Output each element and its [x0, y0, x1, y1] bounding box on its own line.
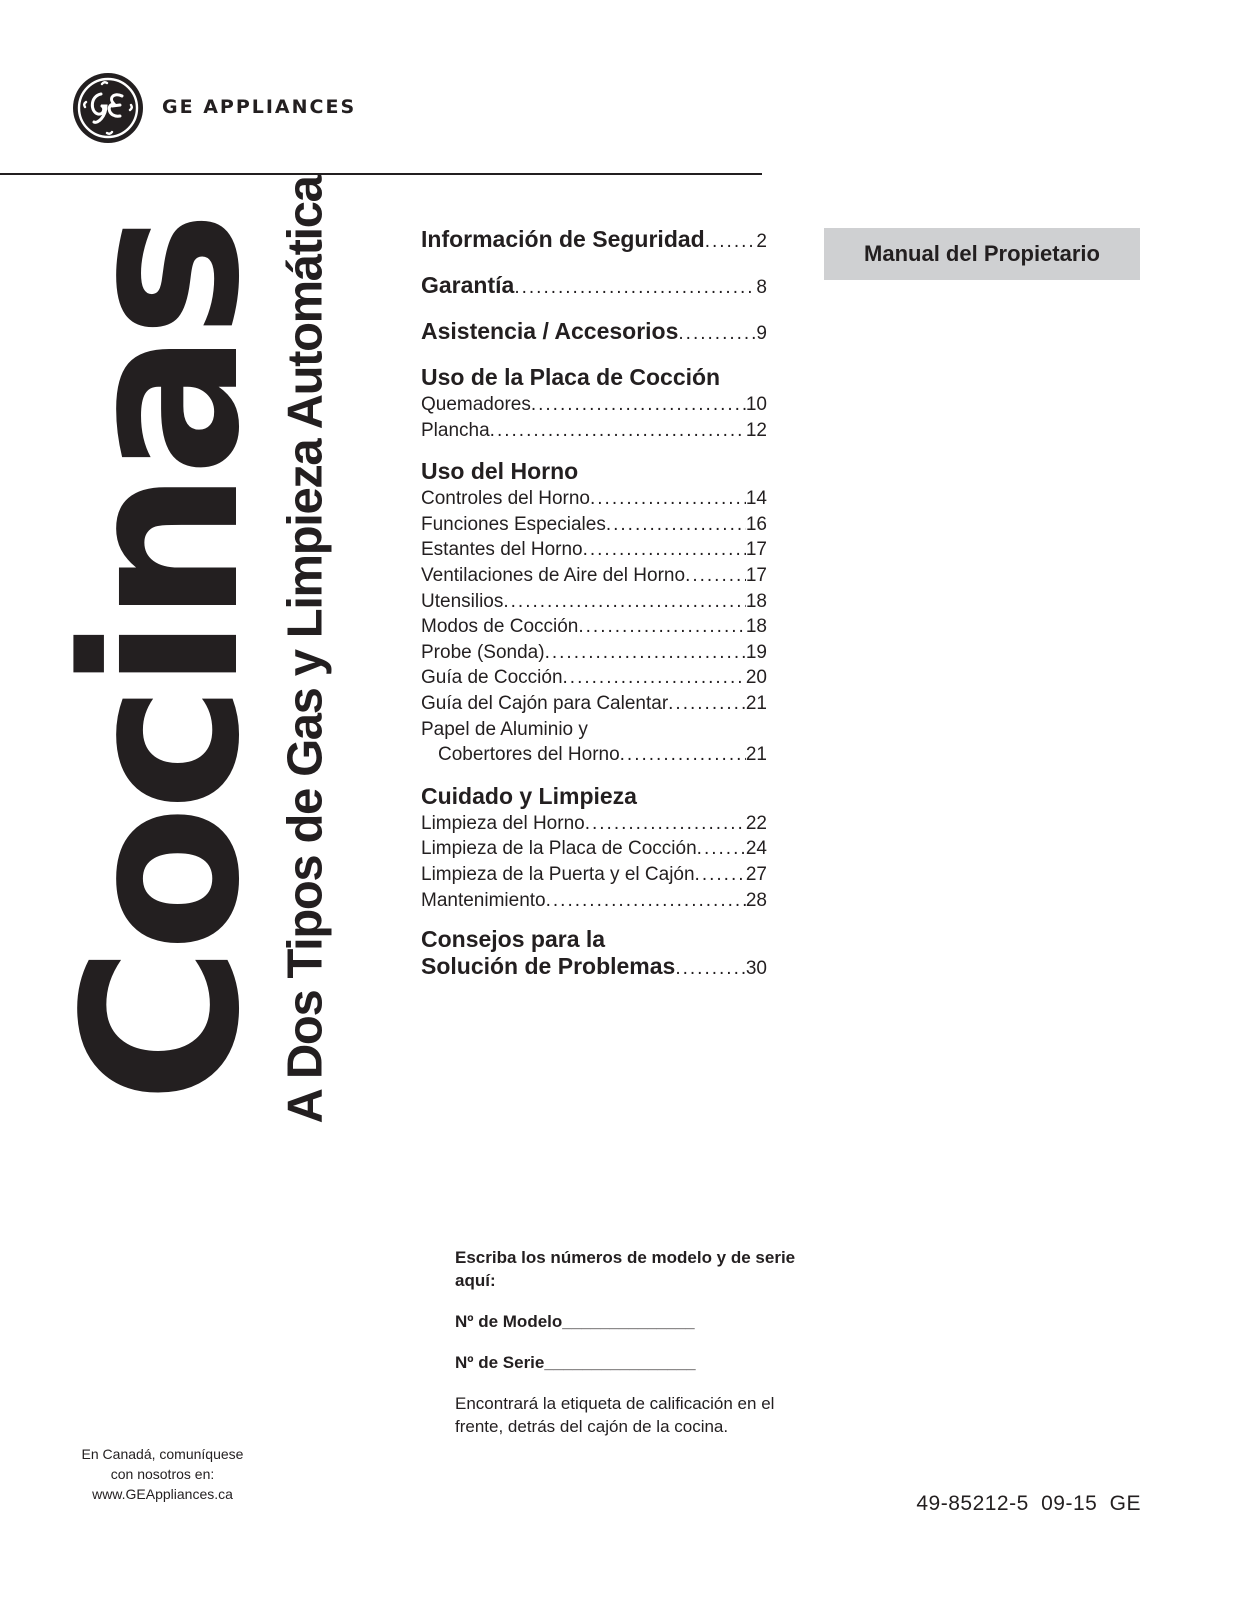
model-number-field[interactable]: [455, 1310, 805, 1333]
toc-entry[interactable]: Funciones Especiales ..... 16: [421, 512, 767, 538]
document-number: 49-85212-5 09-15 GE: [916, 1492, 1141, 1515]
toc-entry[interactable]: Estantes del Horno ..... 17: [421, 537, 767, 563]
serial-number-field[interactable]: [455, 1351, 805, 1374]
toc-entry-safety[interactable]: Información de Seguridad ..... 2: [421, 224, 767, 257]
toc-entry[interactable]: Limpieza de la Puerta y el Cajón ..... 27: [421, 862, 767, 888]
toc-entry[interactable]: Utensilios ..... 18: [421, 589, 767, 615]
toc-entry[interactable]: Cobertores del Horno ..... 21: [421, 742, 767, 768]
toc-heading-troubleshooting-line1: Consejos para la: [421, 926, 606, 953]
rating-label-note: Encontrará la etiqueta de calificación en el frente, detrás del cajón de la cocina.: [455, 1394, 775, 1436]
toc-section-care: [421, 781, 767, 913]
toc-entry[interactable]: Plancha ..... 12: [421, 418, 767, 444]
serial-number-label: Nº de Serie: [455, 1353, 545, 1372]
toc-entry[interactable]: Guía del Cajón para Calentar ..... 21: [421, 691, 767, 717]
serial-number-blank[interactable]: ________________: [544, 1353, 696, 1372]
model-serial-record: [455, 1246, 805, 1438]
toc-entry[interactable]: Limpieza del Horno ..... 22: [421, 811, 767, 837]
toc-entry-warranty[interactable]: Garantía ..... 8: [421, 270, 767, 303]
toc-heading-cooktop: Uso de la Placa de Cocción: [421, 364, 721, 390]
ge-monogram-logo-icon: [72, 72, 144, 144]
toc-entry-troubleshooting[interactable]: Solución de Problemas ..... 30: [421, 953, 767, 982]
canada-line: con nosotros en:: [110, 1466, 215, 1482]
toc-section-cooktop: [421, 362, 767, 443]
brand-name: GE APPLIANCES: [162, 96, 357, 118]
header-rule: [0, 173, 762, 175]
toc-entry[interactable]: Controles del Horno ..... 14: [421, 486, 767, 512]
canada-line: En Canadá, comuníquese: [81, 1446, 244, 1462]
toc-entry[interactable]: Probe (Sonda) ..... 19: [421, 640, 767, 666]
toc-entry[interactable]: Modos de Cocción ..... 18: [421, 614, 767, 640]
toc-heading-oven: Uso del Horno: [421, 458, 579, 485]
toc-entry[interactable]: Limpieza de la Placa de Cocción ..... 24: [421, 836, 767, 862]
toc-entry[interactable]: Quemadores ..... 10: [421, 392, 767, 418]
toc-entry[interactable]: Mantenimiento ..... 28: [421, 888, 767, 914]
toc-heading-care: Cuidado y Limpieza: [421, 782, 637, 809]
toc-section-oven: [421, 456, 767, 768]
canada-website-link[interactable]: www.GEAppliances.ca: [92, 1486, 233, 1502]
record-instructions: Escriba los números de modelo y de serie aquí:: [455, 1248, 796, 1290]
toc-entry-foil-line1[interactable]: Papel de Aluminio y: [421, 718, 588, 740]
toc-entry[interactable]: Ventilaciones de Aire del Horno ..... 17: [421, 563, 767, 589]
toc-entry-assistance[interactable]: Asistencia / Accesorios ..... 9: [421, 316, 767, 349]
table-of-contents: [421, 224, 767, 982]
main-title: Cocinas: [38, 216, 287, 1104]
toc-section-troubleshooting: [421, 926, 767, 982]
model-number-label: Nº de Modelo: [455, 1312, 563, 1331]
subtitle: A Dos Tipos de Gas y Limpieza Automática: [278, 176, 333, 1124]
toc-entry[interactable]: Guía de Cocción ..... 20: [421, 665, 767, 691]
canada-contact: [60, 1444, 265, 1504]
owners-manual-badge: Manual del Propietario: [824, 228, 1140, 280]
model-number-blank[interactable]: ______________: [562, 1312, 695, 1331]
